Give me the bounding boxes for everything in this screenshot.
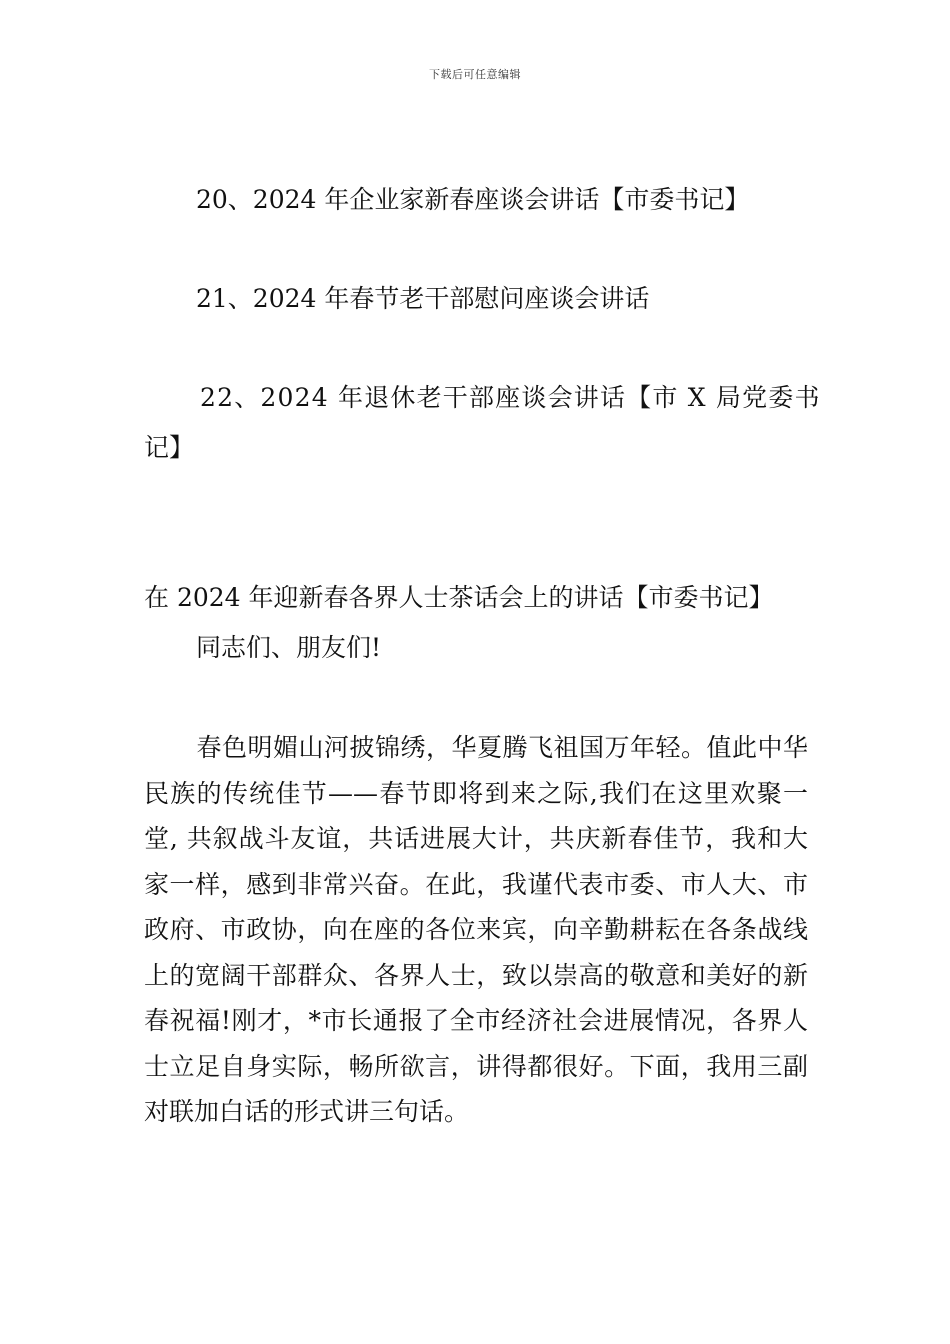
toc-item-22-continued: 记】 — [144, 433, 195, 462]
toc-item-21: 21、2024 年春节老干部慰问座谈会讲话 — [196, 284, 650, 313]
speech-body-text: 春色明媚山河披锦绣，华夏腾飞祖国万年轻。值此中华民族的传统佳节——春节即将到来之际,我们在这里欢聚一堂, 共叙战斗友谊，共话进展大计，共庆新春佳节，我和大家一样，感到非常兴奋。在此，我谨代表市委、市人大、市政府、市政协，向在座的各位来宾，向辛勤耕耘在各条战线上的宽阔干部群众、各界人士，致以崇高的敬意和美好的新春祝福!刚才，*市长通报了全市经济社会进展情况，各界人士立足自身实际，畅所欲言，讲得都很好。下面，我用三副对联加白话的形式讲三句话。 — [144, 733, 808, 1126]
speech-greeting: 同志们、朋友们! — [196, 633, 382, 662]
toc-item-22: 22、2024 年退休老干部座谈会讲话【市 X 局党委书 — [200, 383, 821, 412]
page-header-note: 下载后可任意编辑 — [429, 68, 521, 81]
toc-item-20: 20、2024 年企业家新春座谈会讲话【市委书记】 — [196, 185, 750, 214]
speech-body-paragraph — [144, 725, 808, 1135]
speech-title: 在 2024 年迎新春各界人士茶话会上的讲话【市委书记】 — [144, 583, 774, 612]
